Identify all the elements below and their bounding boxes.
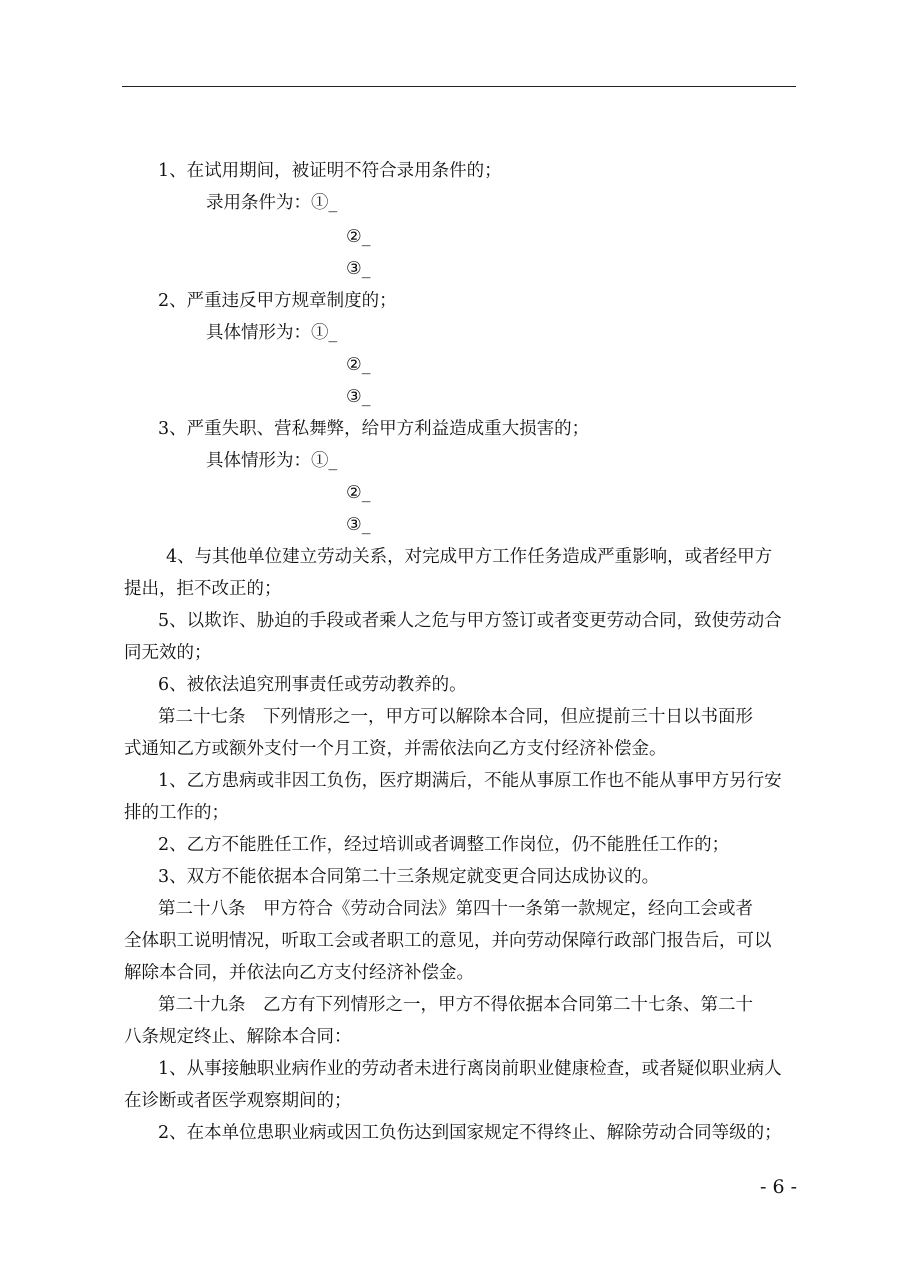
art29-item-1-line-1: 1、从事接触职业病作业的劳动者未进行离岗前职业健康检查，或者疑似职业病人 xyxy=(158,1059,782,1079)
situation-3: ③_ xyxy=(346,515,371,535)
article-29-line-1: 第二十九条 乙方有下列情形之一，甲方不得依据本合同第二十七条、第二十 xyxy=(158,995,753,1015)
item-5-line-2: 同无效的； xyxy=(124,643,212,663)
situation-2: ②_ xyxy=(346,355,371,375)
article-29-line-2: 八条规定终止、解除本合同： xyxy=(124,1027,352,1047)
item-6: 6、被依法追究刑事责任或劳动教养的。 xyxy=(158,675,467,695)
item-4-line-2: 提出，拒不改正的； xyxy=(124,579,282,599)
item-5-line-1: 5、以欺诈、胁迫的手段或者乘人之危与甲方签订或者变更劳动合同，致使劳动合 xyxy=(158,611,782,631)
article-27-line-2: 式通知乙方或额外支付一个月工资，并需依法向乙方支付经济补偿金。 xyxy=(124,739,667,759)
article-28-line-2: 全体职工说明情况，听取工会或者职工的意见，并向劳动保障行政部门报告后，可以 xyxy=(124,931,772,951)
page-number: - 6 - xyxy=(760,1176,798,1198)
article-28-line-1: 第二十八条 甲方符合《劳动合同法》第四十一条第一款规定，经向工会或者 xyxy=(158,899,753,919)
item-4-line-1: 4、与其他单位建立劳动关系，对完成甲方工作任务造成严重影响，或者经甲方 xyxy=(166,547,773,567)
item-2-violation: 2、严重违反甲方规章制度的； xyxy=(158,291,397,311)
art29-item-1-line-2: 在诊断或者医学观察期间的； xyxy=(124,1091,352,1111)
situation-1: 具体情形为：①_ xyxy=(206,323,338,343)
criteria-2: ②_ xyxy=(346,227,371,247)
item-1-probation: 1、在试用期间，被证明不符合录用条件的； xyxy=(158,161,502,181)
criteria-3: ③_ xyxy=(346,259,371,279)
situation-2: ②_ xyxy=(346,483,371,503)
header-rule xyxy=(122,86,796,87)
art29-item-2: 2、在本单位患职业病或因工负伤达到国家规定不得终止、解除劳动合同等级的； xyxy=(158,1123,782,1143)
situation-1: 具体情形为：①_ xyxy=(206,451,338,471)
situation-3: ③_ xyxy=(346,387,371,407)
criteria-1: 录用条件为：①_ xyxy=(206,193,338,213)
article-27-line-1: 第二十七条 下列情形之一，甲方可以解除本合同，但应提前三十日以书面形 xyxy=(158,707,753,727)
art27-item-2: 2、乙方不能胜任工作，经过培训或者调整工作岗位，仍不能胜任工作的； xyxy=(158,835,730,855)
item-3-negligence: 3、严重失职、营私舞弊，给甲方利益造成重大损害的； xyxy=(158,419,590,439)
art27-item-3: 3、双方不能依据本合同第二十三条规定就变更合同达成协议的。 xyxy=(158,867,660,887)
article-28-line-3: 解除本合同，并依法向乙方支付经济补偿金。 xyxy=(124,963,474,983)
art27-item-1-line-2: 排的工作的； xyxy=(124,803,229,823)
art27-item-1-line-1: 1、乙方患病或非因工负伤，医疗期满后，不能从事原工作也不能从事甲方另行安 xyxy=(158,771,782,791)
